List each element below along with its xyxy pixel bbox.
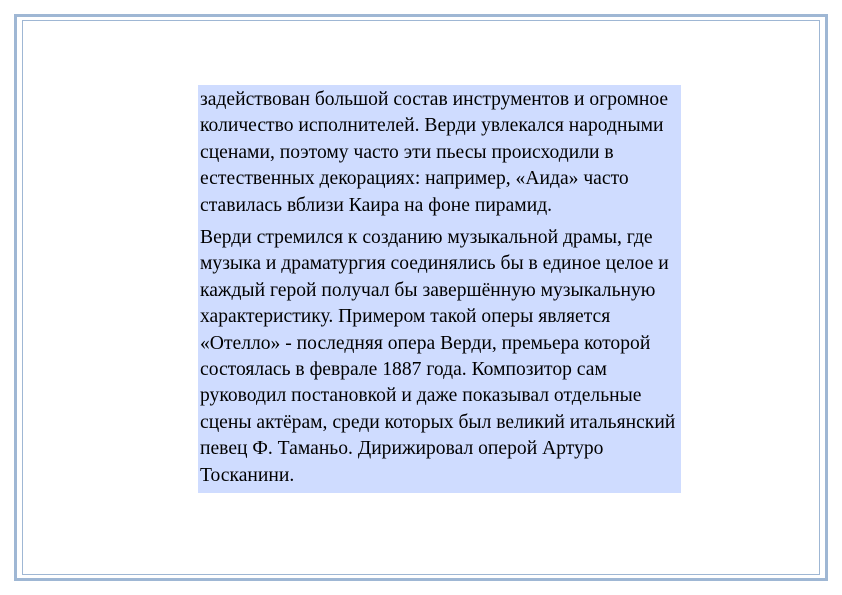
paragraph-aida: задействован большой состав инструментов и огромное количество исполнителей. Верди увлекался народными сценами, поэтому часто эти пьесы происходили в естественных декорациях: например, «Аида» часто ставилась вблизи Каира на фоне пирамид. [200,89,669,216]
text-block [198,85,681,493]
paragraph-otello: Верди стремился к созданию музыкальной драмы, где музыка и драматургия соединялись бы в единое целое и каждый герой получал бы завершённую музыкальную характеристику. Примером такой оперы является «Отелло» - последняя опера Верди, премьера которой состоялась в феврале 1887 года. Композитор сам руководил постановкой и даже показывал отдельные сцены актёрам, среди которых был великий итальянский певец Ф. Таманьо. Дирижировал оперой Артуро Тосканини. [200,227,676,486]
